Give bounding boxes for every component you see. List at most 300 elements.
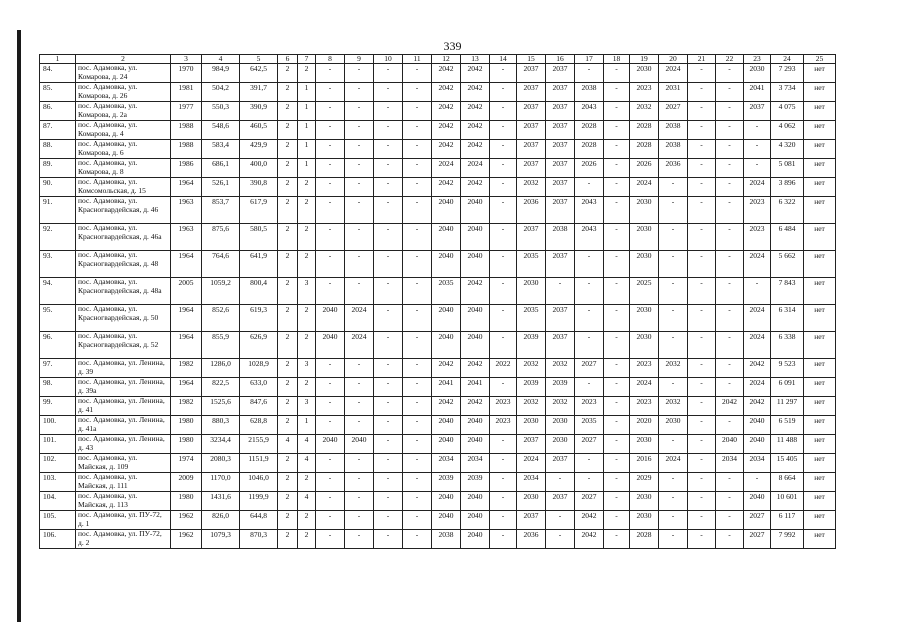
table-cell: 2 [298, 378, 316, 397]
table-cell: - [604, 64, 630, 83]
address-cell: пос. Адамовка, ул. Красногвардейская, д. 48а [76, 278, 171, 305]
table-cell: - [316, 473, 345, 492]
table-cell: - [316, 530, 345, 549]
table-cell: 2024 [432, 159, 461, 178]
table-cell: 822,5 [202, 378, 240, 397]
table-cell: 1 [298, 121, 316, 140]
address-cell: пос. Адамовка, ул. Комарова, д. 4 [76, 121, 171, 140]
table-cell: 2 [278, 159, 298, 178]
table-cell: 1988 [171, 121, 202, 140]
table-cell: - [688, 454, 716, 473]
table-cell: - [403, 378, 432, 397]
table-cell: 2009 [171, 473, 202, 492]
table-cell: 2155,9 [240, 435, 278, 454]
table-cell: - [716, 178, 744, 197]
column-number: 14 [490, 55, 517, 64]
table-cell: - [490, 224, 517, 251]
table-cell: - [374, 332, 403, 359]
table-cell: 2023 [744, 224, 771, 251]
table-cell: - [744, 278, 771, 305]
column-number: 15 [517, 55, 546, 64]
table-cell: - [345, 473, 374, 492]
table-row [40, 359, 836, 378]
table-cell: 2030 [630, 224, 659, 251]
table-cell: 2042 [432, 359, 461, 378]
table-cell: 2030 [517, 416, 546, 435]
address-cell: пос. Адамовка, ул. ПУ-72, д. 1 [76, 511, 171, 530]
table-cell: - [688, 197, 716, 224]
table-cell: - [345, 278, 374, 305]
table-cell: 2023 [630, 83, 659, 102]
table-cell: 390,8 [240, 178, 278, 197]
column-number: 3 [171, 55, 202, 64]
table-cell: - [604, 178, 630, 197]
table-cell: 6 117 [771, 511, 804, 530]
column-number: 16 [546, 55, 575, 64]
table-cell: 4 075 [771, 102, 804, 121]
table-cell: 1199,9 [240, 492, 278, 511]
table-cell: 2 [278, 511, 298, 530]
table-cell: - [688, 251, 716, 278]
table-cell: 2042 [575, 511, 604, 530]
table-cell: 2030 [630, 332, 659, 359]
row-number: 89. [40, 159, 76, 178]
table-cell: - [316, 397, 345, 416]
table-cell: - [374, 454, 403, 473]
table-cell: 2030 [546, 435, 575, 454]
address-cell: пос. Адамовка, ул. Ленина, д. 41а [76, 416, 171, 435]
table-cell: - [316, 454, 345, 473]
address-cell: пос. Адамовка, ул. Красногвардейская, д. 48 [76, 251, 171, 278]
table-cell: - [374, 473, 403, 492]
table-cell: 2024 [630, 178, 659, 197]
table-cell: - [403, 278, 432, 305]
table-cell: - [403, 454, 432, 473]
table-cell: 2040 [432, 511, 461, 530]
table-cell: 2040 [461, 251, 490, 278]
table-cell: 2040 [744, 435, 771, 454]
table-cell: - [374, 159, 403, 178]
table-cell: 2 [278, 121, 298, 140]
table-cell: 4 [298, 492, 316, 511]
table-cell: 2037 [546, 159, 575, 178]
table-cell: нет [804, 416, 836, 435]
table-cell: 628,8 [240, 416, 278, 435]
table-cell: нет [804, 159, 836, 178]
table-cell: 2005 [171, 278, 202, 305]
table-cell: - [403, 473, 432, 492]
address-cell: пос. Адамовка, ул. Майская, д. 111 [76, 473, 171, 492]
table-cell: 2040 [432, 416, 461, 435]
table-cell: 550,3 [202, 102, 240, 121]
table-cell: - [604, 278, 630, 305]
table-cell: - [403, 397, 432, 416]
table-cell: 390,9 [240, 102, 278, 121]
table-cell: - [316, 416, 345, 435]
table-cell: - [716, 102, 744, 121]
table-cell: 2040 [316, 435, 345, 454]
table-cell: - [316, 359, 345, 378]
table-cell: 2034 [461, 454, 490, 473]
table-cell: - [374, 197, 403, 224]
table-row [40, 397, 836, 416]
table-cell: 2040 [744, 492, 771, 511]
table-cell: 642,5 [240, 64, 278, 83]
table-cell: 1286,0 [202, 359, 240, 378]
table-cell: - [374, 224, 403, 251]
table-cell: - [659, 178, 688, 197]
table-cell: - [316, 102, 345, 121]
table-cell: - [546, 278, 575, 305]
table-cell: 2030 [630, 511, 659, 530]
address-cell: пос. Адамовка, ул. Комсомольская, д. 15 [76, 178, 171, 197]
table-cell: 2030 [546, 416, 575, 435]
table-cell: 2037 [546, 64, 575, 83]
table-cell: - [490, 435, 517, 454]
table-cell: 1964 [171, 378, 202, 397]
table-cell: - [604, 511, 630, 530]
table-cell: 11 297 [771, 397, 804, 416]
table-cell: - [374, 511, 403, 530]
table-cell: 2042 [461, 64, 490, 83]
table-cell: 2042 [461, 278, 490, 305]
column-number: 21 [688, 55, 716, 64]
table-cell: 504,2 [202, 83, 240, 102]
address-cell: пос. Адамовка, ул. Красногвардейская, д. 46 [76, 197, 171, 224]
table-cell: - [604, 121, 630, 140]
binding-bar [17, 30, 21, 622]
column-number: 1 [40, 55, 76, 64]
table-cell: - [490, 251, 517, 278]
table-cell: 2042 [461, 83, 490, 102]
table-cell: 2024 [744, 378, 771, 397]
table-cell: 2030 [630, 197, 659, 224]
table-cell: - [744, 140, 771, 159]
table-cell: - [490, 121, 517, 140]
table-cell: нет [804, 435, 836, 454]
table-cell: 2041 [461, 378, 490, 397]
table-cell: 2032 [517, 359, 546, 378]
table-cell: - [688, 378, 716, 397]
address-cell: пос. Адамовка, ул. Красногвардейская, д. 52 [76, 332, 171, 359]
table-cell: - [374, 121, 403, 140]
table-cell: - [688, 64, 716, 83]
table-cell: 2 [298, 64, 316, 83]
table-cell: - [688, 83, 716, 102]
table-cell: 3234,4 [202, 435, 240, 454]
table-cell: - [604, 83, 630, 102]
column-number: 23 [744, 55, 771, 64]
table-cell: 2037 [744, 102, 771, 121]
table-cell: 2034 [716, 454, 744, 473]
table-cell: 2032 [546, 397, 575, 416]
table-cell: 4 [298, 454, 316, 473]
table-cell: - [659, 473, 688, 492]
table-cell: 2041 [432, 378, 461, 397]
table-cell: 2 [278, 224, 298, 251]
row-number: 98. [40, 378, 76, 397]
table-cell: 3 [298, 359, 316, 378]
row-number: 106. [40, 530, 76, 549]
table-cell: 2024 [744, 332, 771, 359]
address-cell: пос. Адамовка, ул. Майская, д. 113 [76, 492, 171, 511]
table-cell: 1977 [171, 102, 202, 121]
table-cell: - [374, 305, 403, 332]
table-cell: 619,3 [240, 305, 278, 332]
table-cell: 2040 [461, 416, 490, 435]
table-cell: - [490, 102, 517, 121]
table-cell: 2024 [517, 454, 546, 473]
table-cell: 1431,6 [202, 492, 240, 511]
table-cell: - [575, 178, 604, 197]
table-row [40, 435, 836, 454]
table-cell: 626,9 [240, 332, 278, 359]
table-cell: - [374, 397, 403, 416]
table-cell: нет [804, 121, 836, 140]
table-cell: 2027 [575, 435, 604, 454]
table-cell: - [490, 530, 517, 549]
column-number: 18 [604, 55, 630, 64]
table-cell: - [716, 197, 744, 224]
table-cell: нет [804, 511, 836, 530]
table-row [40, 64, 836, 83]
table-cell: 2040 [461, 305, 490, 332]
table-cell: 870,3 [240, 530, 278, 549]
table-cell: - [345, 64, 374, 83]
table-cell: - [604, 378, 630, 397]
table-cell: 2037 [517, 83, 546, 102]
table-cell: - [575, 305, 604, 332]
table-cell: 8 664 [771, 473, 804, 492]
address-cell: пос. Адамовка, ул. Ленина, д. 43 [76, 435, 171, 454]
table-cell: 4 062 [771, 121, 804, 140]
row-number: 91. [40, 197, 76, 224]
table-cell: - [374, 64, 403, 83]
table-cell: 1988 [171, 140, 202, 159]
table-cell: - [490, 278, 517, 305]
table-cell: - [316, 140, 345, 159]
table-cell: 2028 [575, 140, 604, 159]
table-cell: - [316, 511, 345, 530]
table-cell: 2042 [461, 121, 490, 140]
table-cell: 2037 [517, 435, 546, 454]
table-cell: - [716, 473, 744, 492]
table-cell: - [604, 140, 630, 159]
table-cell: - [688, 492, 716, 511]
column-number: 12 [432, 55, 461, 64]
table-cell: 7 843 [771, 278, 804, 305]
table-cell: - [716, 83, 744, 102]
table-row [40, 121, 836, 140]
table-cell: - [575, 473, 604, 492]
table-row [40, 530, 836, 549]
table-cell: - [316, 278, 345, 305]
table-cell: - [490, 378, 517, 397]
table-cell: 1962 [171, 511, 202, 530]
table-cell: 6 484 [771, 224, 804, 251]
table-cell: 1170,0 [202, 473, 240, 492]
table-cell: 2037 [517, 159, 546, 178]
table-cell: 2042 [432, 121, 461, 140]
column-number: 9 [345, 55, 374, 64]
table-cell: нет [804, 224, 836, 251]
table-cell: нет [804, 251, 836, 278]
table-cell: - [403, 83, 432, 102]
table-row [40, 178, 836, 197]
table-cell: - [575, 251, 604, 278]
table-cell: 2036 [517, 530, 546, 549]
table-cell: 880,3 [202, 416, 240, 435]
table-cell: - [403, 121, 432, 140]
row-number: 85. [40, 83, 76, 102]
address-cell: пос. Адамовка, ул. Комарова, д. 26 [76, 83, 171, 102]
table-cell: нет [804, 178, 836, 197]
table-cell: 2037 [546, 197, 575, 224]
table-cell: 852,6 [202, 305, 240, 332]
table-cell: 1525,6 [202, 397, 240, 416]
row-number: 87. [40, 121, 76, 140]
table-cell: 2042 [461, 178, 490, 197]
table-cell: нет [804, 492, 836, 511]
table-cell: - [403, 197, 432, 224]
table-cell: - [403, 64, 432, 83]
table-cell: - [403, 435, 432, 454]
row-number: 90. [40, 178, 76, 197]
table-row [40, 140, 836, 159]
table-cell: 2 [298, 178, 316, 197]
row-number: 102. [40, 454, 76, 473]
table-cell: - [688, 159, 716, 178]
table-cell: 2035 [575, 416, 604, 435]
table-cell: - [716, 305, 744, 332]
table-cell: - [490, 83, 517, 102]
table-cell: 2042 [432, 102, 461, 121]
table-cell: 2034 [432, 454, 461, 473]
table-cell: 2038 [546, 224, 575, 251]
address-cell: пос. Адамовка, ул. Ленина, д. 39 [76, 359, 171, 378]
table-cell: 641,9 [240, 251, 278, 278]
table-cell: 2024 [461, 159, 490, 178]
table-cell: - [716, 332, 744, 359]
address-cell: пос. Адамовка, ул. Комарова, д. 6 [76, 140, 171, 159]
table-cell: 1982 [171, 397, 202, 416]
table-cell: 5 662 [771, 251, 804, 278]
table-cell: 2040 [461, 511, 490, 530]
table-cell: 2042 [575, 530, 604, 549]
table-cell: 2037 [546, 140, 575, 159]
table-cell: 2030 [744, 64, 771, 83]
table-cell: - [490, 332, 517, 359]
table-cell: - [490, 197, 517, 224]
table-cell: 2039 [461, 473, 490, 492]
table-cell: 11 488 [771, 435, 804, 454]
table-cell: 3 734 [771, 83, 804, 102]
table-cell: - [374, 140, 403, 159]
table-cell: нет [804, 397, 836, 416]
table-cell: - [688, 224, 716, 251]
table-cell: 2040 [461, 224, 490, 251]
table-cell: - [490, 511, 517, 530]
table-cell: 2 [278, 278, 298, 305]
table-cell: 1964 [171, 178, 202, 197]
table-cell: - [604, 492, 630, 511]
table-cell: 2 [278, 83, 298, 102]
table-cell: 2027 [575, 359, 604, 378]
table-cell: - [716, 140, 744, 159]
table-cell: 2035 [432, 278, 461, 305]
address-cell: пос. Адамовка, ул. Комарова, д. 2а [76, 102, 171, 121]
table-cell: 1981 [171, 83, 202, 102]
table-cell: 2 [278, 378, 298, 397]
table-cell: - [716, 251, 744, 278]
table-cell: 2042 [461, 102, 490, 121]
table-cell: нет [804, 140, 836, 159]
table-cell: 2042 [432, 64, 461, 83]
table-row [40, 224, 836, 251]
table-cell: - [490, 178, 517, 197]
address-cell: пос. Адамовка, ул. Майская, д. 109 [76, 454, 171, 473]
table-cell: - [604, 102, 630, 121]
table-cell: - [604, 397, 630, 416]
table-cell: 2043 [575, 197, 604, 224]
table-cell: 2023 [490, 397, 517, 416]
table-cell: 2036 [659, 159, 688, 178]
table-cell: - [403, 178, 432, 197]
table-cell: 3 [298, 278, 316, 305]
table-row [40, 102, 836, 121]
table-cell: 1974 [171, 454, 202, 473]
table-cell: - [716, 416, 744, 435]
table-cell: - [716, 278, 744, 305]
table-cell: - [490, 159, 517, 178]
table-cell: - [490, 140, 517, 159]
table-cell: 400,0 [240, 159, 278, 178]
table-cell: 2 [278, 332, 298, 359]
table-cell: 1 [298, 159, 316, 178]
table-cell: - [659, 278, 688, 305]
table-row [40, 378, 836, 397]
table-cell: 2039 [546, 378, 575, 397]
table-cell: 2042 [432, 397, 461, 416]
table-cell: 2034 [744, 454, 771, 473]
table-cell: 6 519 [771, 416, 804, 435]
table-cell: - [659, 251, 688, 278]
table-cell: - [374, 83, 403, 102]
table-cell: 2037 [517, 64, 546, 83]
table-cell: 10 601 [771, 492, 804, 511]
table-cell: 2032 [517, 178, 546, 197]
table-cell: - [345, 140, 374, 159]
table-cell: 15 405 [771, 454, 804, 473]
column-number: 4 [202, 55, 240, 64]
column-number: 8 [316, 55, 345, 64]
table-cell: 1980 [171, 435, 202, 454]
table-cell: - [316, 251, 345, 278]
table-cell: 2032 [659, 397, 688, 416]
table-cell: нет [804, 305, 836, 332]
table-cell: 2035 [517, 251, 546, 278]
table-cell: 764,6 [202, 251, 240, 278]
table-cell: - [604, 473, 630, 492]
table-cell: 526,1 [202, 178, 240, 197]
table-cell: 1 [298, 416, 316, 435]
table-cell: 2023 [490, 416, 517, 435]
table-cell: - [575, 332, 604, 359]
table-cell: 2 [298, 305, 316, 332]
row-number: 88. [40, 140, 76, 159]
table-cell: - [374, 530, 403, 549]
table-cell: 2 [278, 102, 298, 121]
